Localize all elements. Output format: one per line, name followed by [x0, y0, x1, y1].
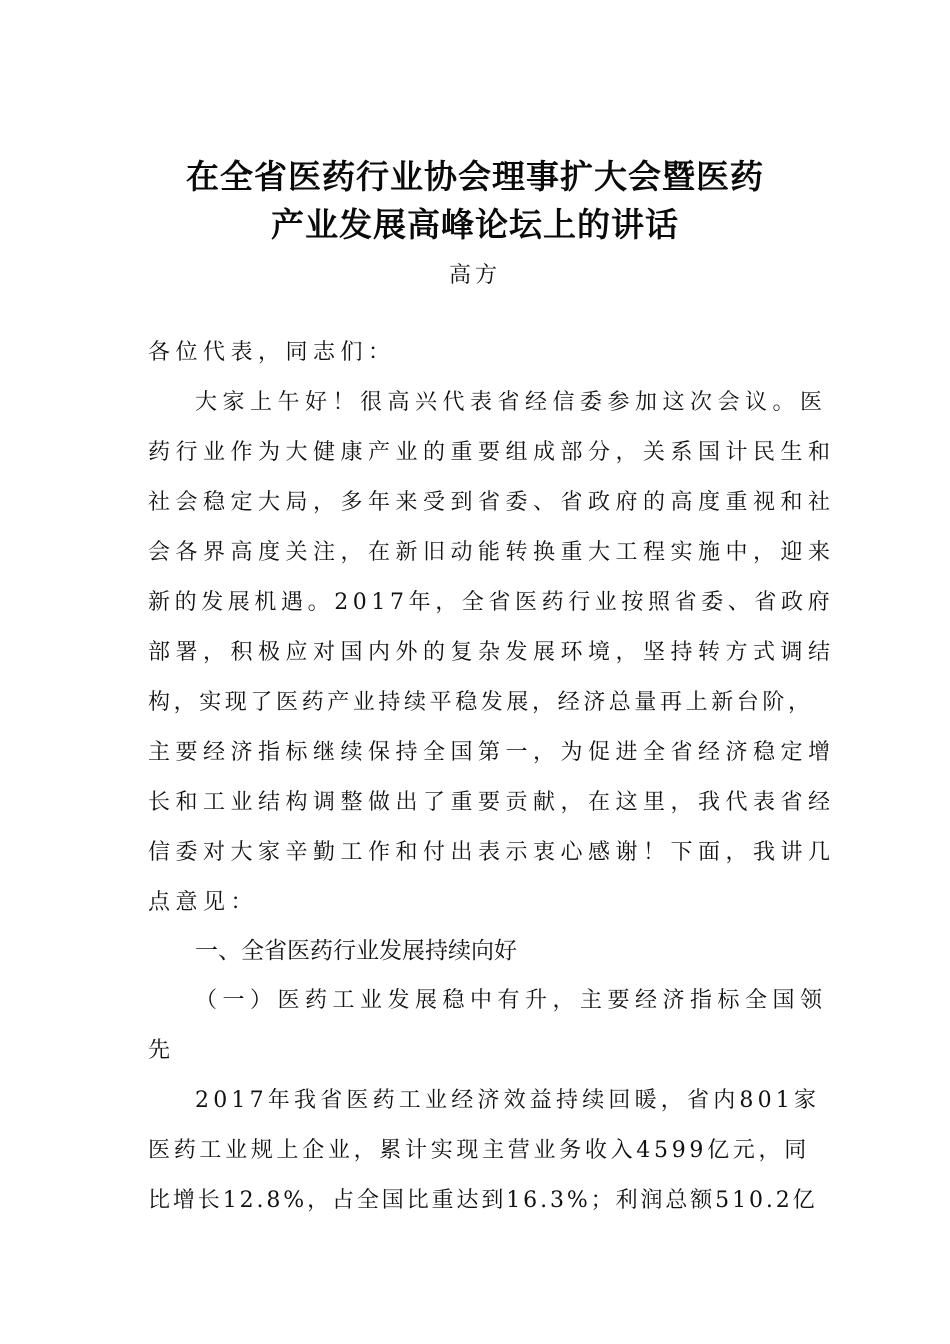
subsection-heading-line-1: （一）医药工业发展稳中有升，主要经济指标全国领	[195, 988, 828, 1013]
body-line: 医药工业规上企业，累计实现主营业务收入4599亿元，同	[148, 1138, 810, 1163]
body-line: 长和工业结构调整做出了重要贡献，在这里，我代表省经	[148, 790, 836, 815]
subsection-heading-line-2: 先	[148, 1038, 171, 1063]
document-title-line-2: 产业发展高峰论坛上的讲话	[271, 205, 679, 244]
body-line: 社会稳定大局，多年来受到省委、省政府的高度重视和社	[148, 490, 836, 515]
body-line: 主要经济指标继续保持全国第一，为促进全省经济稳定增	[148, 740, 836, 765]
salutation: 各位代表，同志们：	[148, 340, 396, 365]
body-line: 比增长12.8%，占全国比重达到16.3%；利润总额510.2亿	[148, 1188, 818, 1213]
body-line: 2017年我省医药工业经济效益持续回暖，省内801家	[195, 1088, 821, 1113]
body-line: 药行业作为大健康产业的重要组成部分，关系国计民生和	[148, 440, 836, 465]
document-title-line-1: 在全省医药行业协会理事扩大会暨医药	[186, 157, 764, 196]
body-line: 新的发展机遇。2017年，全省医药行业按照省委、省政府	[148, 590, 835, 615]
body-line: 部署，积极应对国内外的复杂发展环境，坚持转方式调结	[148, 640, 836, 665]
body-line: 构，实现了医药产业持续平稳发展，经济总量再上新台阶，	[148, 690, 814, 715]
body-line: 会各界高度关注，在新旧动能转换重大工程实施中，迎来	[148, 540, 836, 565]
section-heading: 一、全省医药行业发展持续向好	[195, 938, 517, 964]
body-line: 信委对大家辛勤工作和付出表示衷心感谢！下面，我讲几	[148, 840, 836, 865]
author-name: 高方	[448, 263, 501, 288]
body-line: 大家上午好！很高兴代表省经信委参加这次会议。医	[195, 390, 828, 415]
body-line: 点意见：	[148, 890, 259, 915]
